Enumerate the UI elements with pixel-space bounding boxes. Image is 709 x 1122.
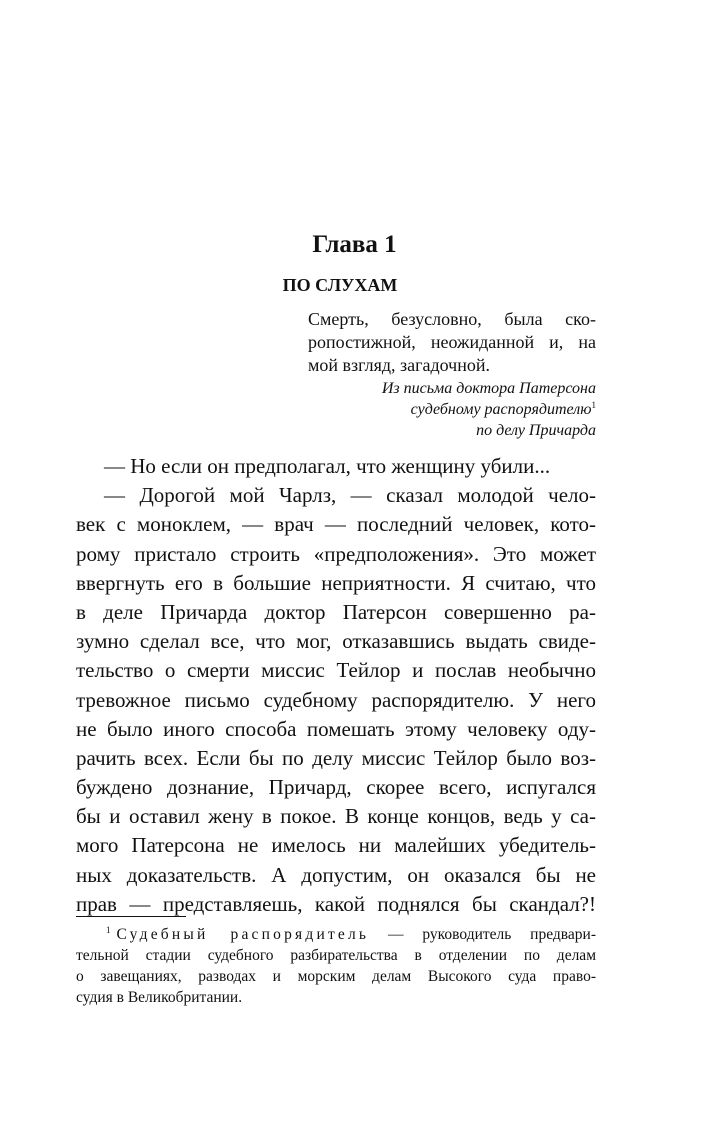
body-line: ных доказательств. А допустим, он оказался бы не bbox=[76, 862, 596, 887]
footnote-mark: 1 bbox=[106, 925, 111, 935]
footnote-definition-start: — руководитель предвари- bbox=[369, 926, 596, 943]
attribution-line-with-note bbox=[296, 399, 596, 420]
footnote-line: судия в Великобритании. bbox=[76, 989, 243, 1006]
footnote-line bbox=[76, 924, 596, 945]
body-line: век с моноклем, — врач — последний человек, кото- bbox=[76, 512, 596, 537]
body-line: в деле Причарда доктор Патерсон совершенно ра- bbox=[76, 599, 596, 624]
body-line: мого Патерсона не имелось ни малейших убедитель- bbox=[76, 833, 596, 858]
body-line: — Дорогой мой Чарлз, — сказал молодой чело- bbox=[104, 483, 596, 508]
epigraph-line: Смерть, безусловно, была ско- bbox=[308, 309, 596, 329]
footnote-term: Судебный распорядитель bbox=[116, 926, 370, 943]
body-line: не было иного способа помешать этому человеку оду- bbox=[76, 716, 596, 741]
body-line: тревожное письмо судебному распорядителю. У него bbox=[76, 687, 596, 712]
attribution-line: по делу Причарда bbox=[476, 422, 596, 439]
attribution-line: судебному распорядителю bbox=[410, 401, 592, 418]
body-line: ввергнуть его в большие неприятности. Я считаю, что bbox=[76, 570, 596, 595]
body-text bbox=[76, 452, 596, 919]
body-line: буждено дознание, Причард, скорее всего, испугался bbox=[76, 775, 596, 800]
attribution-line: Из письма доктора Патерсона bbox=[381, 380, 596, 397]
body-line: зумно сделал все, что мог, отказавшись выдать свиде- bbox=[76, 629, 596, 654]
footnote-line: о завещаниях, разводах и морским делам Высокого суда право- bbox=[76, 968, 596, 985]
body-line: рачить всех. Если бы по делу миссис Тейлор было воз- bbox=[76, 745, 596, 770]
footnote-reference[interactable]: 1 bbox=[591, 400, 596, 410]
footnote-line: тельной стадии судебного разбирательства в отделении по делам bbox=[76, 947, 596, 964]
footnote-separator bbox=[76, 916, 186, 917]
body-line: — Но если он предполагал, что женщину убили... bbox=[104, 454, 551, 478]
epigraph-attribution bbox=[296, 378, 596, 441]
footnote bbox=[76, 924, 596, 1008]
body-line: прав — представляешь, какой поднялся бы скандал?! bbox=[76, 891, 596, 916]
body-line: тельство о смерти миссис Тейлор и послав необычно bbox=[76, 658, 596, 683]
epigraph-line: мой взгляд, загадочной. bbox=[308, 355, 491, 375]
epigraph-line: ропостижной, неожиданной и, на bbox=[308, 332, 596, 352]
epigraph bbox=[308, 308, 596, 377]
chapter-title: Глава 1 bbox=[312, 231, 397, 258]
body-line: рому пристало строить «предположения». Это может bbox=[76, 541, 596, 566]
body-line: бы и оставил жену в покое. В конце концов, ведь у са- bbox=[76, 804, 596, 829]
chapter-subtitle: ПО СЛУХАМ bbox=[282, 275, 398, 295]
